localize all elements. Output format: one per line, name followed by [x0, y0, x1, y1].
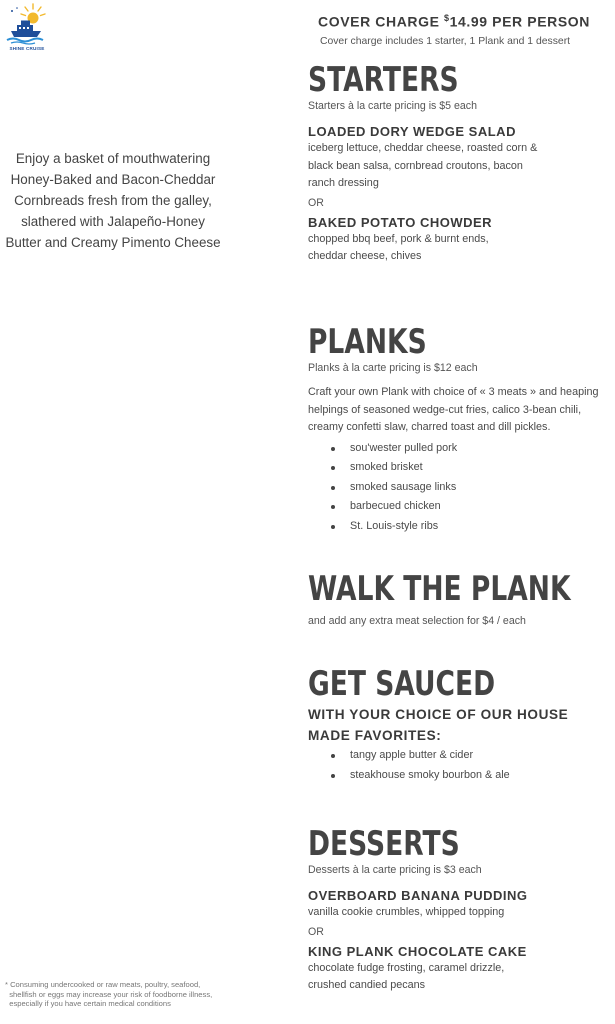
- starters-section: [308, 62, 608, 266]
- shine-cruise-logo: [3, 2, 49, 52]
- meat-option: smoked brisket: [350, 458, 608, 478]
- meat-list: [308, 439, 608, 537]
- sauce-subtitle-line: WITH YOUR CHOICE OF OUR HOUSE: [308, 707, 569, 722]
- or-divider: OR: [308, 925, 324, 938]
- dessert-item-name: KING PLANK CHOCOLATE CAKE: [308, 943, 527, 959]
- cover-charge-subtitle: Cover charge includes 1 starter, 1 Plank and 1 dessert: [319, 36, 571, 47]
- desserts-section: [308, 826, 608, 995]
- sauce-option: steakhouse smoky bourbon & ale: [350, 766, 608, 786]
- desc-line: chocolate fudge frosting, caramel drizzle,: [308, 961, 505, 974]
- starters-note: Starters à la carte pricing is $5 each: [308, 100, 477, 112]
- desc-line: cheddar cheese, chives: [308, 250, 422, 262]
- sauce-list: [308, 746, 608, 785]
- walk-the-plank-note: and add any extra meat selection for $4 / each: [308, 615, 526, 627]
- get-sauced-section: [308, 666, 608, 785]
- starter-item-name: BAKED POTATO CHOWDER: [308, 214, 493, 230]
- blurb-line: Honey-Baked and Bacon-Cheddar: [10, 172, 216, 187]
- dessert-item-desc: [308, 960, 608, 995]
- or-divider: OR: [308, 196, 324, 209]
- cover-title-amount: 14.99 PER PERSON: [449, 13, 590, 30]
- sauce-subtitle-line: MADE FAVORITES:: [308, 728, 442, 743]
- desserts-title: DESSERTS: [308, 824, 460, 864]
- dessert-item-name: OVERBOARD BANANA PUDDING: [308, 888, 528, 903]
- cover-title-prefix: COVER CHARGE: [318, 13, 445, 30]
- blurb-line: slathered with Jalapeño-Honey: [21, 214, 205, 229]
- planks-note: Planks à la carte pricing is $12 each: [308, 362, 478, 374]
- meat-option: sou'wester pulled pork: [350, 439, 608, 459]
- starter-item-desc: iceberg lettuce, cheddar cheese, roasted corn & black bean salsa, cornbread croutons, bacon ranch dressing: [308, 142, 538, 189]
- meat-option: barbecued chicken: [350, 497, 608, 517]
- disclaimer-line: shellfish or eggs may increase your risk of foodborne illness,: [5, 989, 213, 999]
- dessert-item-desc: vanilla cookie crumbles, whipped topping: [308, 906, 505, 918]
- disclaimer-line: especially if you have certain medical conditions: [5, 999, 171, 1008]
- meat-option: St. Louis-style ribs: [350, 517, 608, 537]
- walk-the-plank-section: [308, 571, 608, 627]
- ship-sun-icon: [3, 2, 49, 46]
- dollar-sign: $: [444, 13, 450, 23]
- planks-title: PLANKS: [308, 322, 427, 362]
- cover-charge-title: [318, 13, 590, 30]
- planks-section: [308, 324, 608, 536]
- blurb-line: Enjoy a basket of mouthwatering: [15, 151, 211, 166]
- get-sauced-title: GET SAUCED: [308, 664, 496, 704]
- blurb-line: Butter and Creamy Pimento Cheese: [5, 235, 221, 250]
- walk-the-plank-title: WALK THE PLANK: [308, 569, 571, 609]
- starter-item-name: LOADED DORY WEDGE SALAD: [308, 124, 516, 139]
- planks-description: Craft your own Plank with choice of « 3 meats » and heaping helpings of seasoned wedge-cut fries, calico 3-bean chili, creamy confetti slaw, charred toast and dill pickles.: [308, 386, 599, 433]
- desc-line: chopped bbq beef, pork & burnt ends,: [308, 232, 489, 245]
- meat-option: smoked sausage links: [350, 478, 608, 498]
- desserts-note: Desserts à la carte pricing is $3 each: [308, 864, 482, 876]
- desc-line: crushed candied pecans: [308, 979, 426, 991]
- food-safety-disclaimer: [5, 980, 245, 1009]
- sauce-subtitle: [308, 704, 608, 746]
- starters-title: STARTERS: [308, 60, 459, 100]
- starter-item-desc: [308, 231, 608, 266]
- logo-text: SHINE CRUISE: [9, 46, 45, 51]
- sauce-option: tangy apple butter & cider: [350, 746, 608, 766]
- disclaimer-line: * Consuming undercooked or raw meats, poultry, seafood,: [5, 980, 201, 989]
- cornbread-blurb: [2, 148, 224, 253]
- blurb-line: Cornbreads fresh from the galley,: [14, 193, 212, 208]
